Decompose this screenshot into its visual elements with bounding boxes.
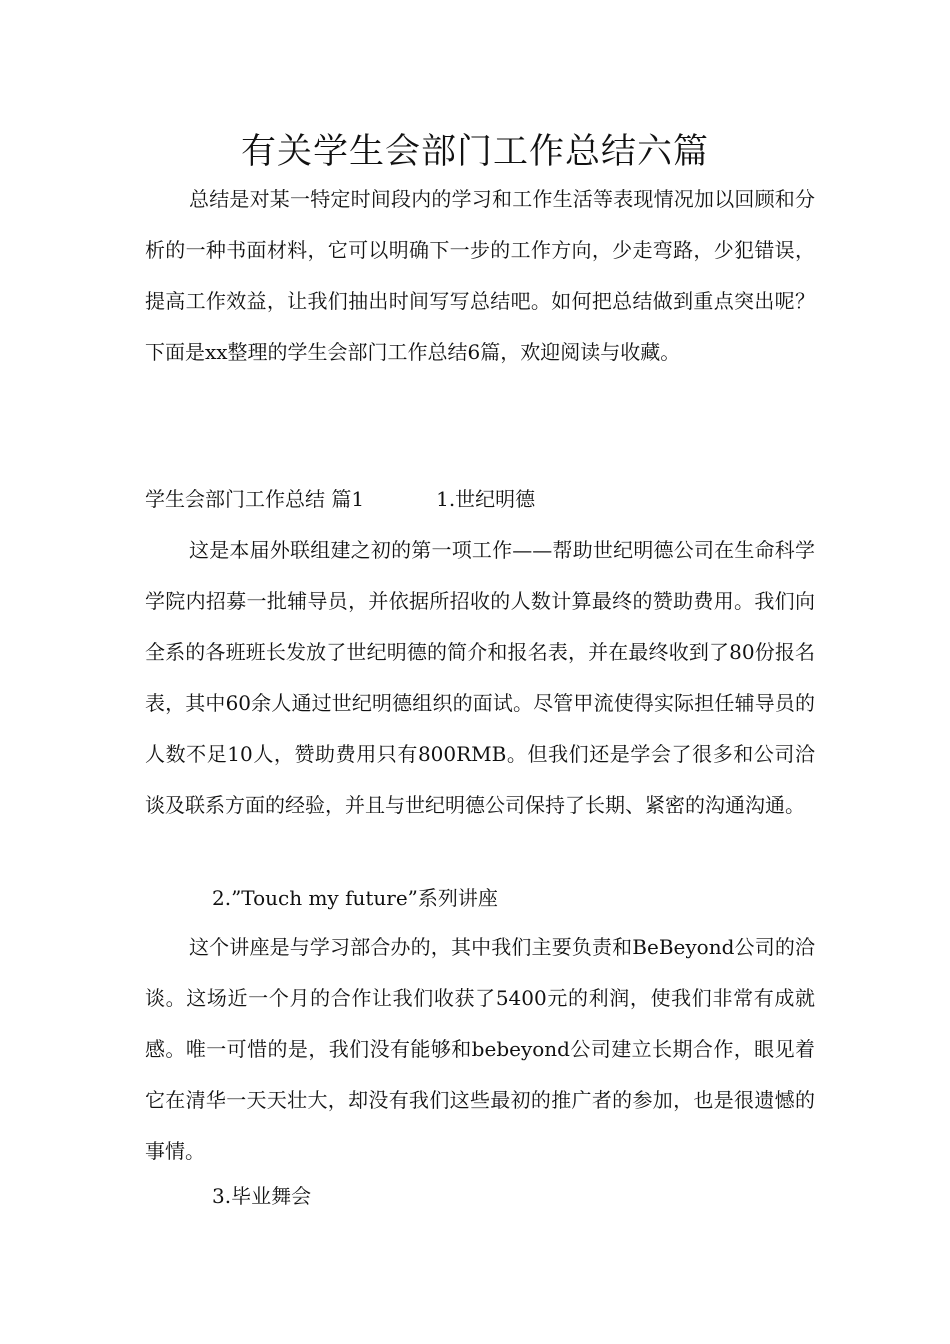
item-1-paragraph: 这是本届外联组建之初的第一项工作——帮助世纪明德公司在生命科学学院内招募一批辅导员，并依据所招收的人数计算最终的赞助费用。我们向全系的各班班长发放了世纪明德的简介和报名表，并在最终收到了80份报名表，其中60余人通过世纪明德组织的面试。尽管甲流使得实际担任辅导员的人数不足10人，赞助费用只有800RMB。但我们还是学会了很多和公司洽谈及联系方面的经验，并且与世纪明德公司保持了长期、紧密的沟通沟通。 bbox=[145, 538, 815, 817]
item-2-heading: 2.”Touch my future”系列讲座 bbox=[212, 886, 498, 910]
section-1-heading: 学生会部门工作总结 篇1 bbox=[145, 487, 365, 511]
document-title: 有关学生会部门工作总结六篇 bbox=[240, 132, 709, 172]
section-1-heading-line bbox=[145, 484, 535, 514]
intro-paragraph: 总结是对某一特定时间段内的学习和工作生活等表现情况加以回顾和分析的一种书面材料，它可以明确下一步的工作方向，少走弯路，少犯错误，提高工作效益，让我们抽出时间写写总结吧。如何把总结做到重点突出呢？下面是xx整理的学生会部门工作总结6篇，欢迎阅读与收藏。 bbox=[145, 187, 815, 364]
item-3-heading: 3.毕业舞会 bbox=[212, 1184, 312, 1208]
item-1-heading: 1.世纪明德 bbox=[436, 487, 536, 511]
item-2-paragraph: 这个讲座是与学习部合办的，其中我们主要负责和BeBeyond公司的洽谈。这场近一个月的合作让我们收获了5400元的利润，使我们非常有成就感。唯一可惜的是，我们没有能够和bebeyond公司建立长期合作，眼见着它在清华一天天壮大，却没有我们这些最初的推广者的参加，也是很遗憾的事情。 bbox=[145, 935, 815, 1163]
